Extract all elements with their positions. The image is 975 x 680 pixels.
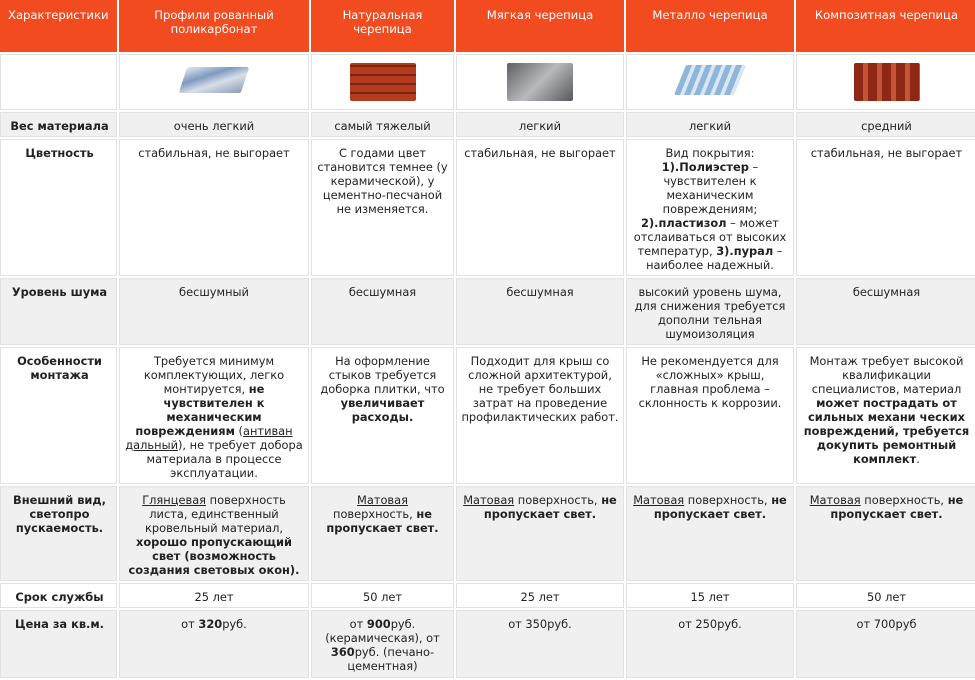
cell-look-composite: Матовая поверхность, не пропускает свет. [796,486,975,581]
cell-mount-soft: Подходит для крыш со сложной архитектурой, не требует больших затрат на проведение профилактических работ. [456,347,624,484]
cell-color-soft: стабильная, не выгорает [456,139,624,276]
row-life [0,583,975,608]
cell-weight-poly: очень легкий [119,112,309,137]
cell-color-metal: Вид покрытия: 1).Полиэстер – чувствителен к механическим повреждениям; 2).пластизол – может отслаиваться от высоких температур, 3).пурал – наиболее надежный. [626,139,794,276]
image-row-label [0,54,117,110]
cell-price-metal: от 250руб. [626,610,794,678]
header-row [0,0,975,52]
matte-link[interactable]: Матовая [633,493,685,507]
header-soft-tile: Мягкая черепица [456,0,624,52]
row-noise [0,278,975,345]
cell-weight-composite: средний [796,112,975,137]
cell-look-metal: Матовая поверхность, не пропускает свет. [626,486,794,581]
cell-life-composite: 50 лет [796,583,975,608]
row-label-life: Срок службы [0,583,117,608]
cell-mount-natural: На оформление стыков требуется доборка плитки, что увеличивает расходы. [311,347,454,484]
polycarbonate-image-cell [119,54,309,110]
header-characteristics: Характеристики [0,0,117,52]
natural-tile-image [350,63,416,101]
composite-image-cell [796,54,975,110]
soft-tile-image [507,63,573,101]
cell-noise-metal: высокий уровень шума, для снижения требуется дополни тельная шумоизоляция [626,278,794,345]
cell-weight-soft: легкий [456,112,624,137]
glossy-link[interactable]: Глянцевая [142,493,207,507]
row-label-look: Внешний вид, светопро пускаемость. [0,486,117,581]
cell-mount-metal: Не рекомендуется для «сложных» крыш, главная проблема – склонность к коррозии. [626,347,794,484]
header-composite-tile: Композитная черепица [796,0,975,52]
row-label-noise: Уровень шума [0,278,117,345]
cell-color-poly: стабильная, не выгорает [119,139,309,276]
composite-tile-image [854,63,920,101]
cell-noise-soft: бесшумная [456,278,624,345]
cell-life-soft: 25 лет [456,583,624,608]
image-row [0,54,975,110]
header-polycarbonate: Профили рованный поликарбонат [119,0,309,52]
row-label-price: Цена за кв.м. [0,610,117,678]
cell-price-poly: от 320руб. [119,610,309,678]
row-label-mount: Особенности монтажа [0,347,117,484]
row-mount [0,347,975,484]
metal-image-cell [626,54,794,110]
row-label-weight: Вес материала [0,112,117,137]
cell-noise-poly: бесшумный [119,278,309,345]
cell-look-natural: Матовая поверхность, не пропускает свет. [311,486,454,581]
row-color [0,139,975,276]
cell-weight-metal: легкий [626,112,794,137]
cell-mount-poly: Требуется минимум комплектующих, легко монтируется, не чувствителен к механическим повреждениям (антиван дальный), не требует добора материала в процессе эксплуатации. [119,347,309,484]
row-weight [0,112,975,137]
header-natural-tile: Натуральная черепица [311,0,454,52]
cell-life-natural: 50 лет [311,583,454,608]
row-price [0,610,975,678]
cell-noise-composite: бесшумная [796,278,975,345]
cell-mount-composite: Монтаж требует высокой квалификации специалистов, материал может пострадать от сильных механи ческих повреждений, требуется докупить ремонтный комплект. [796,347,975,484]
cell-price-natural: от 900руб. (керамическая), от 360руб. (печано-цементная) [311,610,454,678]
cell-weight-natural: самый тяжелый [311,112,454,137]
matte-link[interactable]: Матовая [809,493,861,507]
row-look [0,486,975,581]
matte-link[interactable]: Матовая [357,493,408,507]
row-label-color: Цветность [0,139,117,276]
soft-image-cell [456,54,624,110]
cell-price-composite: от 700руб [796,610,975,678]
matte-link[interactable]: Матовая [463,493,515,507]
cell-noise-natural: бесшумная [311,278,454,345]
cell-price-soft: от 350руб. [456,610,624,678]
polycarbonate-profile-image [179,67,249,93]
cell-life-metal: 15 лет [626,583,794,608]
natural-image-cell [311,54,454,110]
cell-life-poly: 25 лет [119,583,309,608]
cell-color-composite: стабильная, не выгорает [796,139,975,276]
cell-color-natural: С годами цвет становится темнее (у керамической), у цементно-песчаной не изменяется. [311,139,454,276]
metal-tile-image [674,65,746,95]
cell-look-poly: Глянцевая поверхность листа, единственный кровельный материал, хорошо пропускающий свет (возможность создания световых окон). [119,486,309,581]
cell-look-soft: Матовая поверхность, не пропускает свет. [456,486,624,581]
antivandal-link[interactable]: антиван дальный [125,424,293,452]
header-metal-tile: Металло черепица [626,0,794,52]
